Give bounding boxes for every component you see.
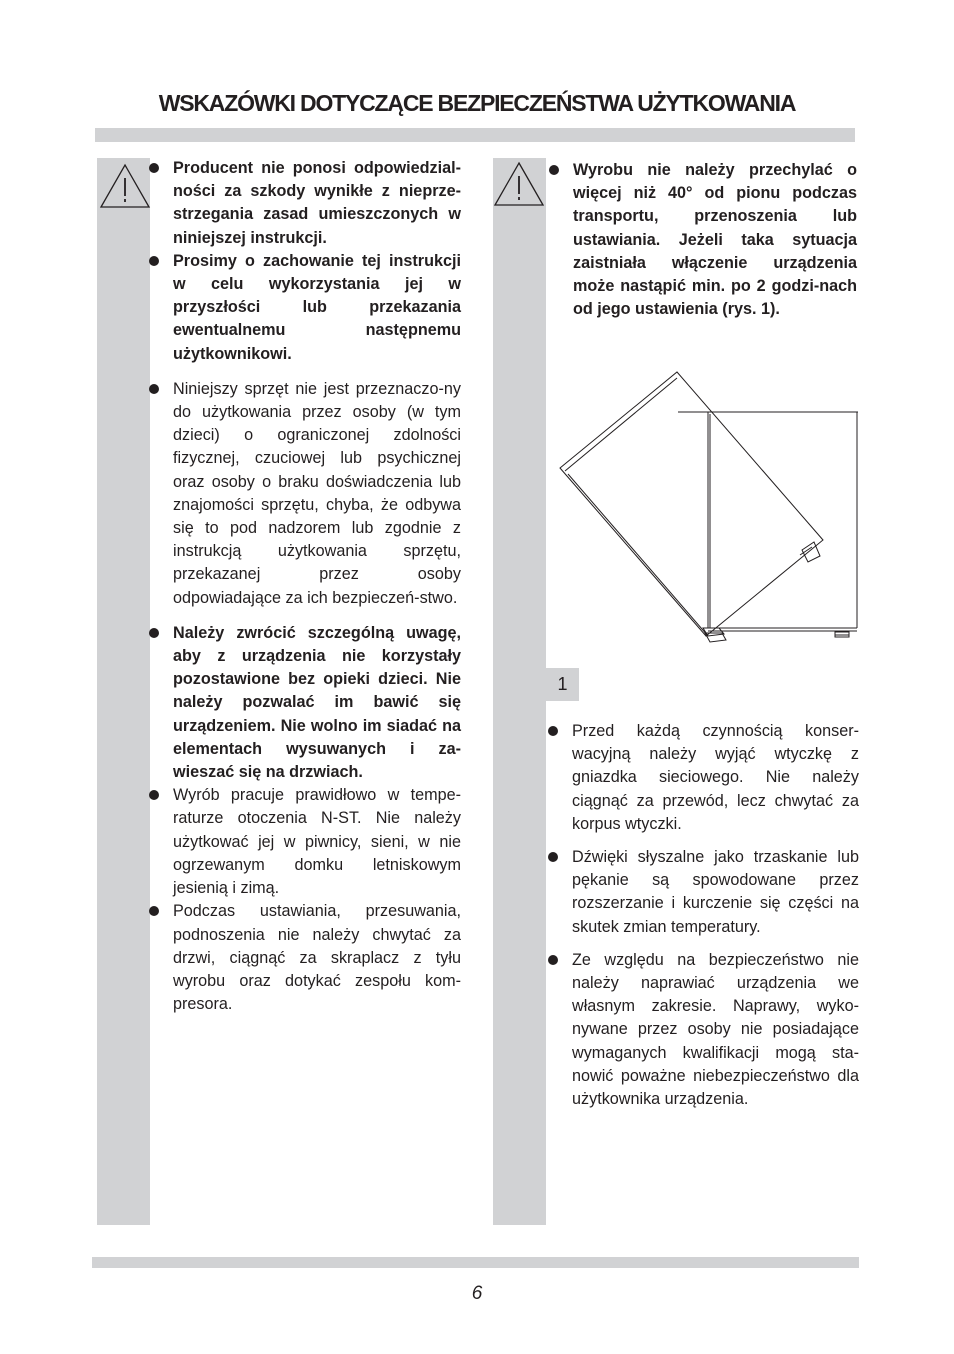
top-divider (95, 128, 855, 142)
list-item: Wyrobu nie należy przechylać o więcej niż 40° od pionu podczas transportu, przenoszenia lub ustawiania. Jeżeli taka sytuacja zaistniała włączenie urządzenia może nastąpić min. po 2 godzi-nach od jego ustawienia (rys. 1). (549, 159, 857, 321)
page-number: 6 (471, 1283, 483, 1304)
list-item: Prosimy o zachowanie tej instrukcji w celu wykorzystania jej w przyszłości lub przekazania ewentualnemu następnemu użytkownikowi. (149, 250, 461, 366)
list-item: Ze względu na bezpieczeństwo nie należy naprawiać urządzenia we własnym zakresie. Naprawy, wyko-nywane przez osoby nie posiadające wymaganych kwalifikacji mogą sta-nowić poważne niebezpieczeństwo dla użytkownika urządzenia. (548, 949, 859, 1111)
list-item: Należy zwrócić szczególną uwagę, aby z urządzenia nie korzystały pozostawione bez opieki dzieci. Nie należy pozwalać im bawić się urządzeniem. Nie wolno im siadać na elementach wysuwanych i za-wieszać się na drzwiach. (149, 622, 461, 784)
list-item: Wyrób pracuje prawidłowo w tempe-raturze otoczenia N-ST. Nie należy użytkować jej w piwnicy, sieni, w nie ogrzewanym domku letniskowym jesienią i zimą. (149, 784, 461, 900)
list-item: Dźwięki słyszalne jako trzaskanie lub pękanie są spowodowane przez rozszerzanie i kurczenie się części na skutek zmian temperatury. (548, 846, 859, 939)
bottom-divider (92, 1257, 859, 1268)
page-title: WSKAZÓWKI DOTYCZĄCE BEZPIECZEŃSTWA UŻYTKOWANIA (158, 90, 796, 116)
list-item: Podczas ustawiania, przesuwania, podnoszenia nie należy chwytać za drzwi, ciągnąć za skraplacz z tyłu wyrobu oraz dotykać zespołu kom-presora. (149, 900, 461, 1016)
figure-number: 1 (546, 668, 579, 701)
right-top-safety-list (549, 159, 857, 321)
warning-triangle-icon (493, 160, 545, 208)
list-item: Niniejszy sprzęt nie jest przeznaczo-ny do użytkowania przez osoby (w tym dzieci) o ograniczonej zdolności fizycznej, czuciowej lub psychicznej oraz osoby o braku doświadczenia lub znajomości sprzętu, chyba, że odbywa się to pod nadzorem lub zgodnie z instrukcją użytkowania sprzętu, przekazanej przez osoby odpowiadające za ich bezpieczeń-stwo. (149, 378, 461, 610)
warning-triangle-icon (99, 162, 151, 210)
right-side-bar (493, 158, 546, 1225)
right-bottom-safety-list (548, 720, 859, 1111)
left-side-bar (97, 158, 150, 1225)
list-item: Przed każdą czynnością konser-wacyjną należy wyjąć wtyczkę z gniazdka sieciowego. Nie należy ciągnąć za przewód, lecz chwytać za korpus wtyczki. (548, 720, 859, 836)
tilted-appliance-figure (550, 366, 862, 648)
left-safety-list (149, 157, 461, 1016)
list-item: Producent nie ponosi odpowiedzial-ności za szkody wynikłe z nieprze-strzegania zasad umieszczonych w niniejszej instrukcji. (149, 157, 461, 250)
